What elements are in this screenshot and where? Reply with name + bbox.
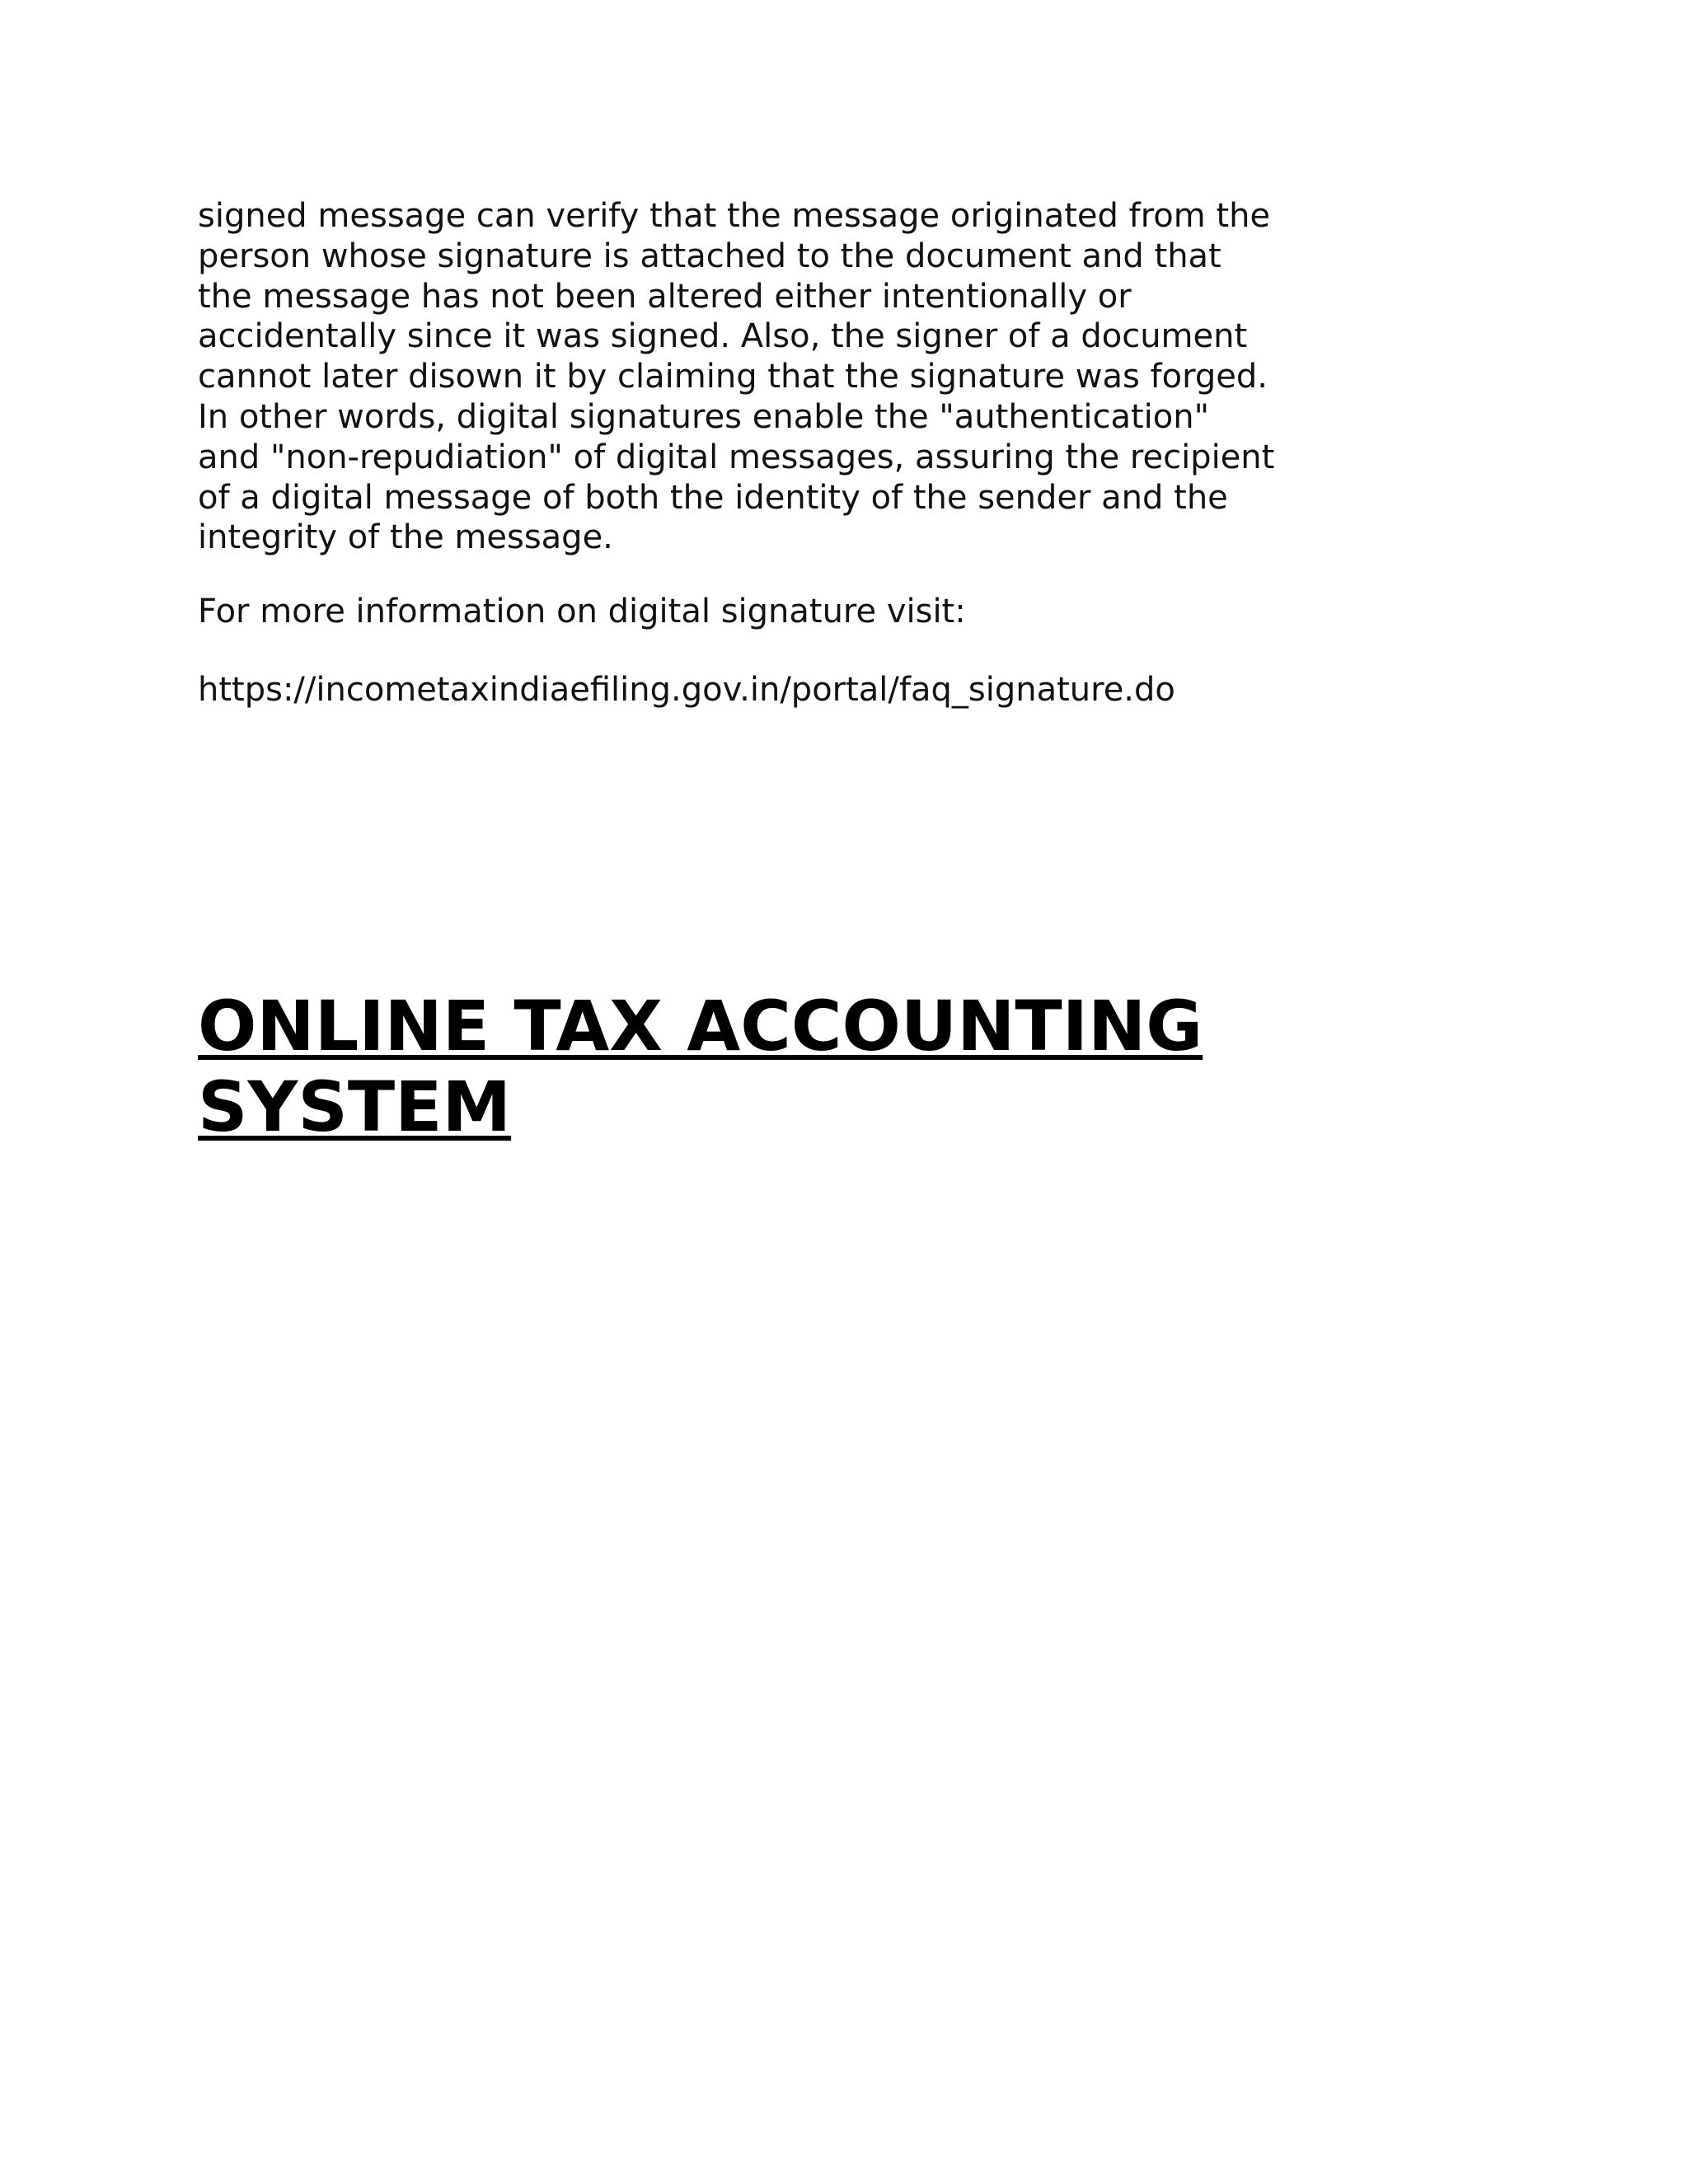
heading-line: ONLINE TAX ACCOUNTING (198, 986, 1203, 1066)
paragraph-line: and "non-repudiation" of digital messages, assuring the recipient (198, 438, 1275, 476)
paragraph-line: signed message can verify that the message originated from the (198, 197, 1271, 235)
paragraph-line: person whose signature is attached to the document and that (198, 237, 1221, 275)
heading-line: SYSTEM (198, 1066, 512, 1147)
faq-signature-url: https://incometaxindiaefiling.gov.in/portal/faq_signature.do (198, 671, 1175, 709)
paragraph-line: integrity of the message. (198, 518, 613, 557)
more-info-text: For more information on digital signature visit: (198, 593, 966, 630)
paragraph-line: of a digital message of both the identity of the sender and the (198, 478, 1228, 517)
paragraph-line: In other words, digital signatures enable the "authentication" (198, 397, 1209, 436)
paragraph-line: accidentally since it was signed. Also, the signer of a document (198, 317, 1248, 356)
paragraph-line: cannot later disown it by claiming that the signature was forged. (198, 358, 1268, 396)
paragraph-line: the message has not been altered either intentionally or (198, 277, 1132, 316)
section-heading (198, 986, 1434, 1147)
digital-signature-paragraph (198, 196, 1319, 558)
